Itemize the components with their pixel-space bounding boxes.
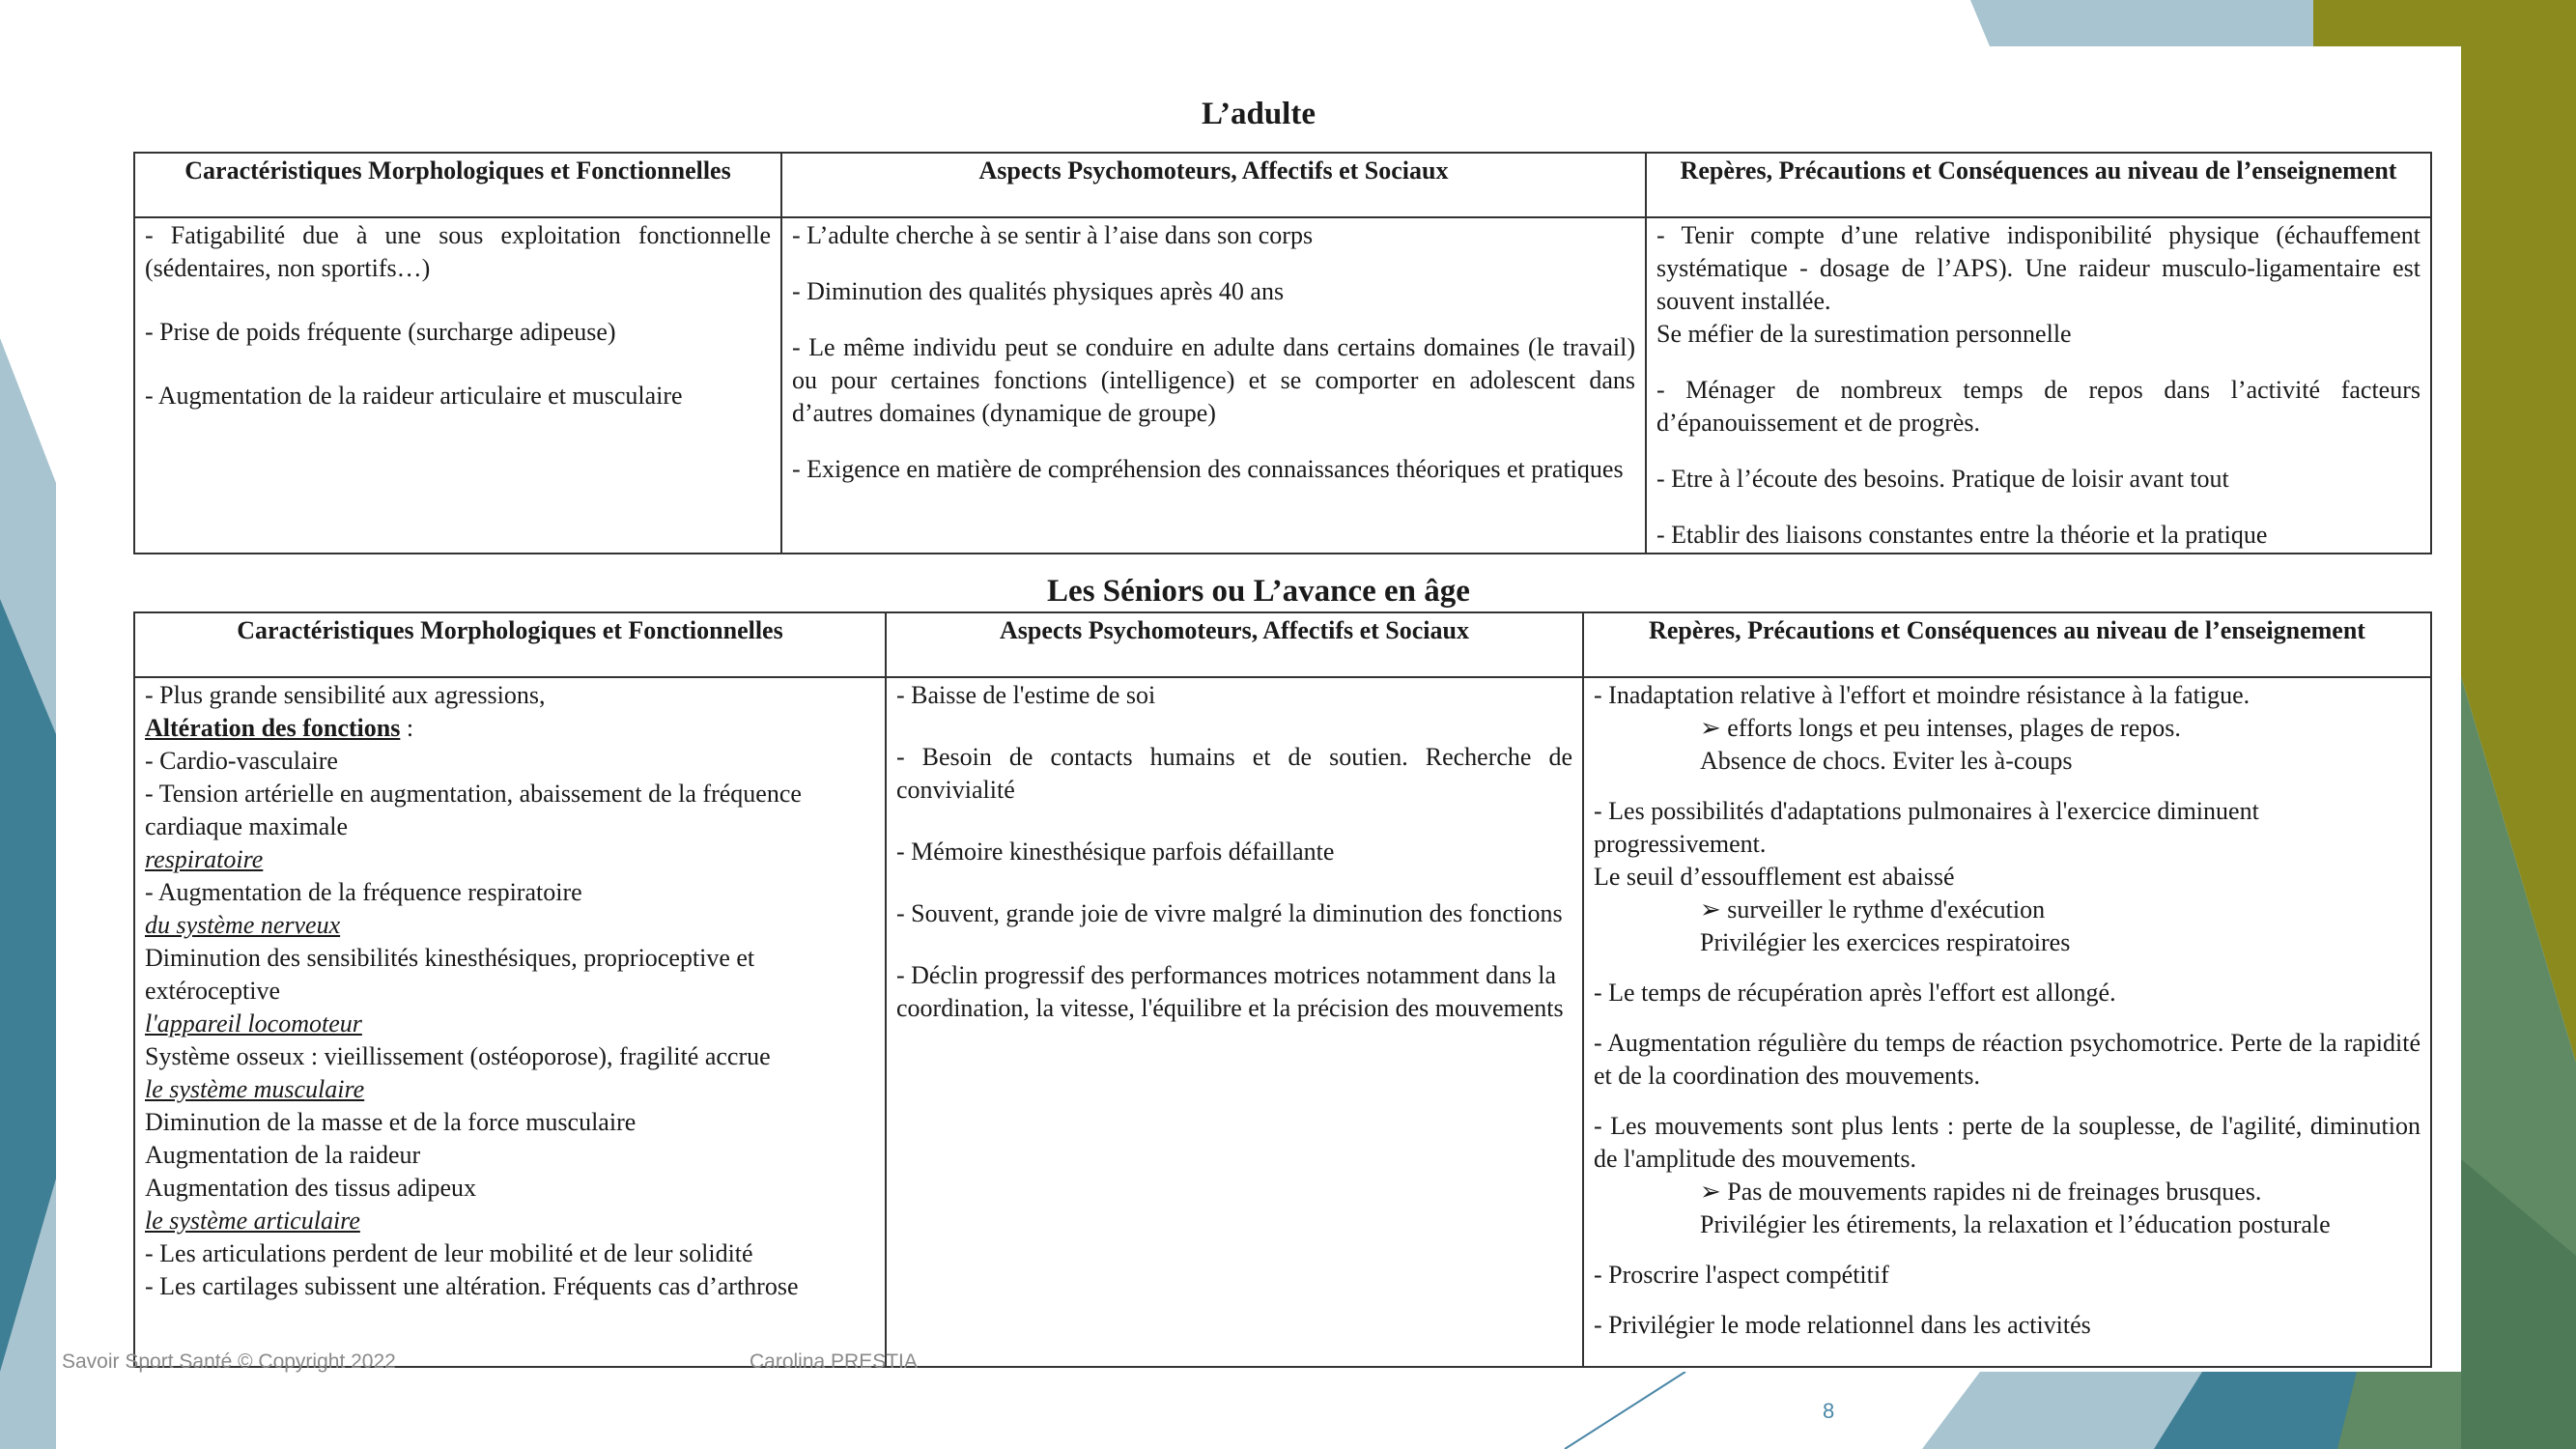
cell-text: - Souvent, grande joie de vivre malgré la diminution des fonctions [896,899,1563,927]
column-header: Aspects Psychomoteurs, Affectifs et Sociaux [886,612,1583,677]
seniors-section-title: Les Séniors ou L’avance en âge [1047,574,1470,609]
table-cell [134,677,886,1367]
cell-text: - L’adulte cherche à se sentir à l’aise dans son corps [792,221,1314,249]
cell-heading: Altération des fonctions [145,714,401,742]
column-header: Caractéristiques Morphologiques et Fonctionnelles [134,153,781,217]
cell-text: Privilégier les étirements, la relaxation et l’éducation posturale [1700,1210,2331,1238]
cell-subheading: l'appareil locomoteur [145,1009,362,1037]
cell-text: - Etre à l’écoute des besoins. Pratique de loisir avant tout [1656,465,2229,493]
cell-text: - Exigence en matière de compréhension des connaissances théoriques et pratiques [792,455,1624,483]
cell-text: - Cardio-vasculaire [145,747,338,775]
cell-text: - Mémoire kinesthésique parfois défaillante [896,838,1335,866]
cell-text: - Tenir compte d’une relative indisponibilité physique (échauffement systématique - dosage de l’APS). Une raideur musculo-ligamentaire est souvent installée. [1656,221,2420,315]
cell-text: - Besoin de contacts humains et de soutien. Recherche de convivialité [896,743,1572,804]
cell-text: - Le temps de récupération après l'effort est allongé. [1594,979,2116,1007]
cell-text: - Baisse de l'estime de soi [896,681,1156,709]
cell-text: ➢ Pas de mouvements rapides ni de freinages brusques. [1700,1178,2262,1206]
cell-text: - Les mouvements sont plus lents : perte de la souplesse, de l'agilité, diminution de l'amplitude des mouvements. [1594,1112,2420,1173]
cell-text: - Les possibilités d'adaptations pulmonaires à l'exercice diminuent progressivement. [1594,797,2259,858]
cell-text: Système osseux : vieillissement (ostéoporose), fragilité accrue [145,1042,771,1070]
cell-text: - Prise de poids fréquente (surcharge adipeuse) [145,318,616,346]
footer-author: Carolina PRESTIA [750,1350,918,1373]
table-cell [134,217,781,554]
cell-text: - Etablir des liaisons constantes entre la théorie et la pratique [1656,521,2268,549]
cell-subheading: respiratoire [145,845,264,873]
table-row [134,217,2431,554]
table-cell [886,677,1583,1367]
page-number: 8 [1823,1399,1835,1423]
cell-text: ➢ efforts longs et peu intenses, plages de repos. [1700,714,2181,742]
cell-text: - Privilégier le mode relationnel dans les activités [1594,1311,2091,1339]
cell-text: Diminution de la masse et de la force musculaire [145,1108,637,1136]
column-header: Repères, Précautions et Conséquences au niveau de l’enseignement [1583,612,2431,677]
column-header: Repères, Précautions et Conséquences au niveau de l’enseignement [1646,153,2431,217]
table-row [134,677,2431,1367]
cell-text: Diminution des sensibilités kinesthésiques, proprioceptive et extéroceptive [145,944,755,1005]
adult-table [133,152,2432,554]
cell-text: - Déclin progressif des performances motrices notamment dans la coordination, la vitesse, l'équilibre et la précision des mouvements [896,961,1564,1022]
cell-text: : [400,714,414,742]
scanned-document [56,46,2461,1372]
column-header: Aspects Psychomoteurs, Affectifs et Sociaux [781,153,1646,217]
seniors-table [133,611,2432,1368]
cell-text: - Ménager de nombreux temps de repos dans l’activité facteurs d’épanouissement et de progrès. [1656,376,2420,437]
column-header: Caractéristiques Morphologiques et Fonctionnelles [134,612,886,677]
cell-text: Augmentation de la raideur [145,1141,421,1169]
cell-text: - Proscrire l'aspect compétitif [1594,1261,1889,1289]
cell-text: - Le même individu peut se conduire en adulte dans certains domaines (le travail) ou pour certaines fonctions (intelligence) et se comporter en adolescent dans d’autres domaines (dynamique de groupe) [792,333,1635,427]
cell-text: - Tension artérielle en augmentation, abaissement de la fréquence cardiaque maximale [145,780,802,840]
cell-subheading: le système articulaire [145,1207,360,1235]
cell-subheading: le système musculaire [145,1075,365,1103]
cell-text: - Les cartilages subissent une altération. Fréquents cas d’arthrose [145,1272,799,1300]
cell-subheading: du système nerveux [145,911,341,939]
cell-text: Le seuil d’essoufflement est abaissé [1594,863,1955,891]
table-cell [781,217,1646,554]
cell-text: - Augmentation de la raideur articulaire et musculaire [145,382,683,410]
cell-text: Augmentation des tissus adipeux [145,1174,477,1202]
table-header-row [134,612,2431,677]
cell-text: - Les articulations perdent de leur mobilité et de leur solidité [145,1239,753,1267]
cell-text: - Inadaptation relative à l'effort et moindre résistance à la fatigue. [1594,681,2250,709]
table-header-row [134,153,2431,217]
cell-text: - Augmentation de la fréquence respiratoire [145,878,582,906]
cell-text: ➢ surveiller le rythme d'exécution [1700,895,2046,923]
cell-text: - Plus grande sensibilité aux agressions, [145,681,546,709]
table-cell [1583,677,2431,1367]
footer-copyright: Savoir Sport Santé © Copyright 2022 [62,1350,396,1373]
cell-text: Absence de chocs. Eviter les à-coups [1700,747,2073,775]
cell-text: Se méfier de la surestimation personnelle [1656,320,2072,348]
table-cell [1646,217,2431,554]
adult-section-title: L’adulte [1202,97,1316,131]
cell-text: Privilégier les exercices respiratoires [1700,928,2071,956]
cell-text: - Fatigabilité due à une sous exploitation fonctionnelle (sédentaires, non sportifs…) [145,221,771,282]
cell-text: - Augmentation régulière du temps de réaction psychomotrice. Perte de la rapidité et de la coordination des mouvements. [1594,1029,2420,1090]
cell-text: - Diminution des qualités physiques après 40 ans [792,277,1285,305]
